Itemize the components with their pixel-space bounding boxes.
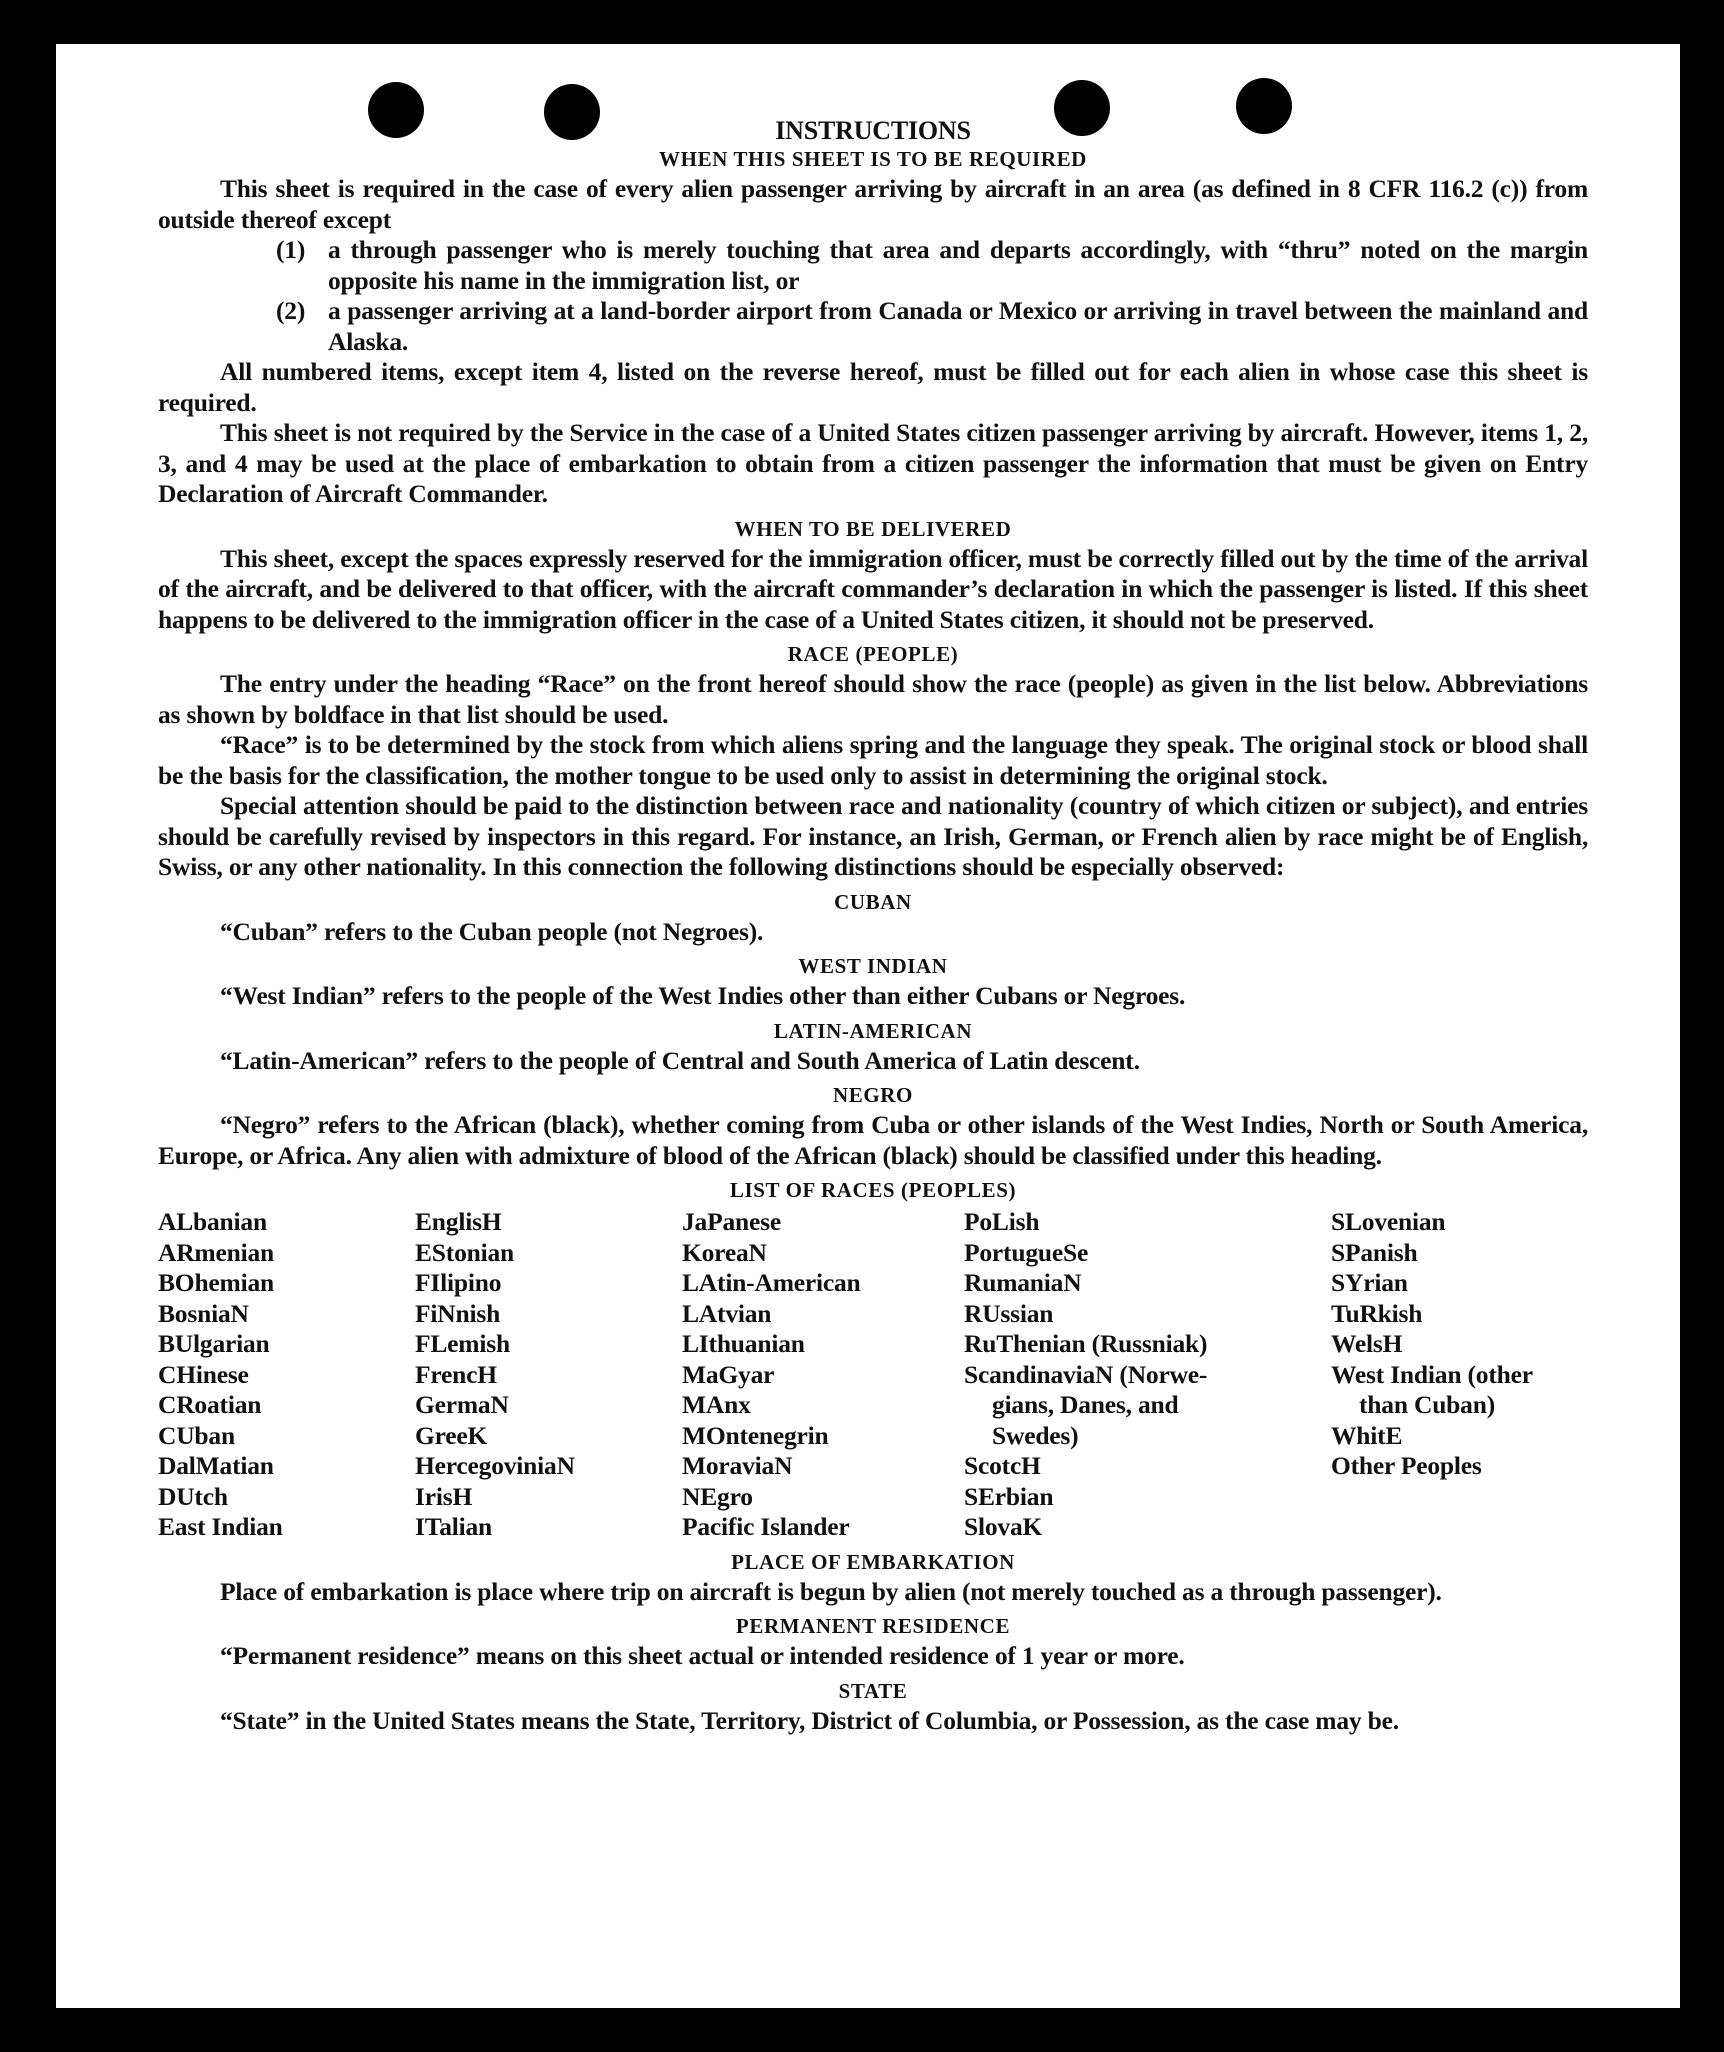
race-entry: Pacific Islander	[682, 1512, 850, 1541]
race-paragraph-2: “Race” is to be determined by the stock from which aliens spring and the language they speak. The original stock or blood shall be the basis for the classification, the mother tongue to be used only to assist in determining the original stock.	[158, 730, 1588, 790]
race-entry: LAtin-American	[682, 1268, 861, 1297]
race-entry: than Cuban)	[1359, 1390, 1495, 1419]
document-page	[56, 44, 1680, 2008]
section-heading-race: RACE (PEOPLE)	[787, 642, 959, 666]
section-heading-negro: NEGRO	[832, 1083, 913, 1107]
race-entry: LAtvian	[682, 1298, 772, 1328]
race-entry: TuRkish	[1331, 1298, 1423, 1328]
race-entry: RUssian	[964, 1298, 1054, 1328]
races-column-1	[158, 1207, 415, 1543]
race-paragraph-1: The entry under the heading “Race” on the front hereof should show the race (people) as given in the list below. Abbreviations as shown by boldface in that list should be used.	[158, 669, 1588, 729]
race-entry: NEgro	[682, 1481, 753, 1511]
section-heading-state: STATE	[838, 1678, 908, 1703]
section-heading-required: WHEN THIS SHEET IS TO BE REQUIRED	[659, 147, 1087, 171]
race-entry: MAnx	[682, 1390, 751, 1419]
section-heading-delivered: WHEN TO BE DELIVERED	[734, 516, 1012, 541]
race-entry: IrisH	[415, 1481, 473, 1511]
race-entry: gians, Danes, and	[992, 1390, 1179, 1419]
race-entry: PortugueSe	[964, 1237, 1089, 1267]
residence-paragraph: “Permanent residence” means on this sheet actual or intended residence of 1 year or more.	[220, 1641, 1185, 1670]
race-entry: WhitE	[1331, 1420, 1403, 1450]
races-column-5	[1331, 1207, 1588, 1543]
state-paragraph: “State” in the United States means the State, Territory, District of Columbia, or Possession, as the case may be.	[220, 1705, 1399, 1735]
required-intro: This sheet is required in the case of every alien passenger arriving by aircraft in an area (as defined in 8 CFR 116.2 (c)) from outside thereof except	[158, 174, 1588, 234]
race-entry: CHinese	[158, 1359, 249, 1389]
race-entry: WelsH	[1331, 1329, 1403, 1358]
section-heading-races-list: LIST OF RACES (PEOPLES)	[729, 1178, 1017, 1202]
race-entry: GermaN	[415, 1390, 509, 1419]
race-entry: RumaniaN	[964, 1268, 1082, 1297]
race-entry: FrencH	[415, 1359, 497, 1389]
race-entry: DUtch	[158, 1481, 228, 1511]
races-column-2	[415, 1207, 682, 1543]
races-list	[158, 1207, 1588, 1543]
race-entry: SErbian	[964, 1481, 1054, 1511]
race-entry: EnglisH	[415, 1207, 502, 1236]
race-entry: PoLish	[964, 1207, 1040, 1236]
section-heading-latin-american: LATIN-AMERICAN	[773, 1018, 973, 1043]
west-indian-paragraph: “West Indian” refers to the people of the West Indies other than either Cubans or Negroes.	[220, 981, 1186, 1010]
race-entry: KoreaN	[682, 1237, 767, 1267]
list-item	[158, 235, 1588, 296]
instructions-content	[158, 116, 1588, 1736]
race-entry: ALbanian	[158, 1207, 267, 1236]
race-entry: DalMatian	[158, 1451, 274, 1480]
list-text: a passenger arriving at a land-border airport from Canada or Mexico or arriving in travel between the mainland and Alaska.	[328, 296, 1588, 356]
section-heading-west-indian: WEST INDIAN	[798, 954, 948, 978]
race-entry: ScandinaviaN (Norwe-	[964, 1359, 1208, 1389]
race-entry: ITalian	[415, 1512, 493, 1541]
section-heading-residence: PERMANENT RESIDENCE	[735, 1614, 1011, 1638]
list-item	[158, 296, 1588, 357]
list-number: (1)	[276, 235, 306, 264]
race-entry: EStonian	[415, 1237, 515, 1267]
race-entry: GreeK	[415, 1420, 488, 1450]
required-paragraph-2: All numbered items, except item 4, listed on the reverse hereof, must be filled out for each alien in whose case this sheet is required.	[158, 357, 1588, 417]
race-entry: West Indian (other	[1331, 1359, 1533, 1389]
race-entry: Other Peoples	[1331, 1451, 1482, 1480]
embarkation-paragraph: Place of embarkation is place where trip on aircraft is begun by alien (not merely touched as a through passenger).	[220, 1576, 1442, 1606]
races-column-4	[964, 1207, 1331, 1543]
race-entry: ARmenian	[158, 1237, 274, 1267]
race-entry: FLemish	[415, 1329, 510, 1358]
required-paragraph-3: This sheet is not required by the Service in the case of a United States citizen passenger arriving by aircraft. However, items 1, 2, 3, and 4 may be used at the place of embarkation to obtain from a citizen passenger the information that must be given on Entry Declaration of Aircraft Commander.	[158, 418, 1588, 508]
race-entry: RuThenian (Russniak)	[964, 1329, 1208, 1358]
list-text: a through passenger who is merely touching that area and departs accordingly, with “thru” noted on the margin opposite his name in the immigration list, or	[328, 235, 1588, 295]
race-entry: CUban	[158, 1420, 235, 1450]
race-entry: JaPanese	[682, 1207, 781, 1236]
race-entry: MOntenegrin	[682, 1420, 829, 1450]
negro-paragraph: “Negro” refers to the African (black), whether coming from Cuba or other islands of the West Indies, North or South America, Europe, or Africa. Any alien with admixture of blood of the African (black) should be classified under this heading.	[158, 1110, 1588, 1170]
list-number: (2)	[276, 296, 306, 325]
race-paragraph-3: Special attention should be paid to the distinction between race and nationality (country of which citizen or subject), and entries should be carefully revised by inspectors in this regard. For instance, an Irish, German, or French alien by race might be of English, Swiss, or any other nationality. In this connection the following distinctions should be especially observed:	[158, 791, 1588, 881]
races-column-3	[682, 1207, 964, 1543]
race-entry: FiNnish	[415, 1298, 501, 1328]
page-title: INSTRUCTIONS	[775, 116, 971, 145]
race-entry: BUlgarian	[158, 1329, 270, 1358]
race-entry: HercegoviniaN	[415, 1451, 575, 1480]
race-entry: ScotcH	[964, 1451, 1041, 1480]
race-entry: East Indian	[158, 1512, 283, 1541]
race-entry: SPanish	[1331, 1237, 1418, 1267]
race-entry: FIlipino	[415, 1268, 502, 1297]
race-entry: LIthuanian	[682, 1329, 805, 1358]
race-entry: SLovenian	[1331, 1207, 1446, 1236]
section-heading-cuban: CUBAN	[834, 889, 912, 914]
cuban-paragraph: “Cuban” refers to the Cuban people (not Negroes).	[220, 916, 764, 946]
race-entry: SlovaK	[964, 1512, 1043, 1541]
race-entry: CRoatian	[158, 1390, 262, 1419]
race-entry: MoraviaN	[682, 1451, 793, 1480]
latin-american-paragraph: “Latin-American” refers to the people of Central and South America of Latin descent.	[220, 1045, 1140, 1075]
race-entry: BOhemian	[158, 1268, 275, 1297]
race-entry: Swedes)	[992, 1420, 1079, 1450]
race-entry: SYrian	[1331, 1268, 1408, 1297]
race-entry: MaGyar	[682, 1359, 775, 1389]
delivered-paragraph: This sheet, except the spaces expressly reserved for the immigration officer, must be correctly filled out by the time of the arrival of the aircraft, and be delivered to that officer, with the aircraft commander’s declaration in which the passenger is listed. If this sheet happens to be delivered to the immigration officer in the case of a United States citizen, it should not be preserved.	[158, 543, 1588, 634]
race-entry: BosniaN	[158, 1298, 249, 1328]
section-heading-embarkation: PLACE OF EMBARKATION	[731, 1549, 1015, 1574]
